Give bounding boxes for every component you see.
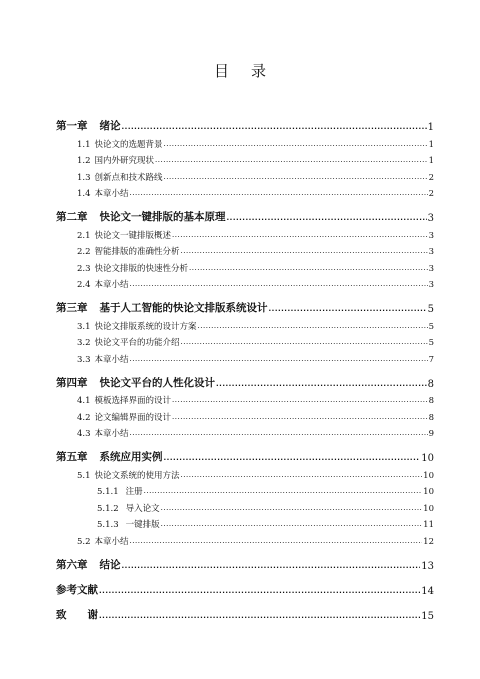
toc-page-number: 1 [428, 139, 434, 150]
toc-page-number: 2 [428, 189, 434, 199]
toc-entry-number: 2.1 [77, 230, 91, 241]
toc-entry-title: 快论文排版系统的设计方案 [94, 321, 197, 332]
toc-page-number: 2 [428, 172, 434, 183]
toc-entry-section[interactable] [56, 150, 434, 167]
toc-page-number: 3 [428, 263, 434, 274]
leader-dots [130, 356, 428, 365]
toc-entry-title: 智能排版的准确性分析 [94, 247, 180, 257]
toc-page-number: 13 [421, 560, 434, 572]
toc-entry-title: 导入论文 [125, 503, 160, 514]
toc-entry-title: 模板选择界面的设计 [94, 396, 172, 406]
toc-entry-chapter[interactable] [56, 550, 434, 572]
toc-entry-title: 参考文献 [56, 583, 98, 596]
toc-entry-number: 1.3 [77, 172, 91, 183]
toc-entry-number: 2.3 [77, 263, 91, 274]
toc-entry-title: 注册 [125, 487, 143, 497]
toc-entry-number: 4.2 [77, 412, 91, 423]
toc-page-number: 10 [423, 487, 434, 497]
toc-entry-number: 第五章 [56, 451, 88, 463]
toc-entry-number: 第二章 [56, 211, 88, 223]
toc-entry-title: 本章小结 [94, 189, 129, 199]
leader-dots [216, 381, 427, 390]
toc-page-number: 8 [428, 412, 434, 423]
toc-page-number: 1 [427, 122, 434, 133]
toc-entry-number: 5.1 [77, 470, 91, 481]
leader-dots [130, 281, 428, 290]
toc-entry-number: 5.1.2 [97, 503, 119, 514]
toc-page-number: 15 [421, 610, 434, 622]
toc-entry-title: 系统应用实例 [99, 451, 163, 463]
leader-dots [181, 248, 428, 257]
toc-entry-number: 1.1 [77, 139, 91, 150]
toc-entry-title: 创新点和技术路线 [94, 172, 163, 183]
toc-entry-title: 本章小结 [94, 429, 129, 439]
toc-page-number: 7 [428, 354, 434, 365]
toc-entry-chapter[interactable] [56, 293, 434, 315]
leader-dots [99, 613, 420, 622]
toc-entry-chapter[interactable] [56, 111, 434, 133]
leader-dots [181, 339, 428, 348]
toc-entry-title: 快论文的选题背景 [94, 139, 163, 150]
toc-page-number: 9 [428, 429, 434, 439]
toc-entry-number: 第一章 [56, 120, 88, 132]
toc-entry-sub[interactable] [56, 481, 434, 498]
toc-entry-chapter[interactable] [56, 202, 434, 224]
toc-entry-sub[interactable] [56, 514, 434, 531]
toc-entry-section[interactable] [56, 390, 434, 407]
leader-dots [122, 563, 421, 572]
toc-entry-section[interactable] [56, 224, 434, 241]
toc-entry-section[interactable] [56, 423, 434, 440]
toc-page-number: 3 [428, 280, 434, 290]
toc-entry-number: 2.2 [77, 247, 91, 257]
toc-page-number: 8 [428, 396, 434, 406]
toc-page-number: 14 [421, 585, 434, 597]
leader-dots [144, 488, 423, 497]
toc-entry-section[interactable] [56, 241, 434, 258]
toc-entry-number: 4.3 [77, 429, 91, 439]
toc-entry-title: 快论文一键排版概述 [94, 230, 172, 241]
toc-entry-title: 快论文平台的功能介绍 [94, 338, 180, 348]
toc-page-number: 5 [428, 338, 434, 348]
toc-page-number: 10 [421, 453, 434, 464]
leader-dots [130, 430, 428, 439]
leader-dots [161, 505, 423, 514]
leader-dots [172, 397, 428, 406]
toc-entry-section[interactable] [56, 406, 434, 423]
leader-dots [181, 472, 423, 481]
table-of-contents [56, 111, 434, 622]
toc-entry-title: 本章小结 [94, 536, 129, 547]
leader-dots [130, 190, 428, 199]
toc-entry-title: 一键排版 [125, 520, 160, 530]
leader-dots [198, 323, 428, 332]
toc-entry-chapter[interactable] [56, 600, 434, 622]
toc-page-number: 12 [423, 536, 434, 547]
leader-dots [164, 174, 428, 183]
title-char-2: 录 [251, 62, 267, 80]
toc-entry-sub[interactable] [56, 497, 434, 514]
toc-entry-section[interactable] [56, 530, 434, 547]
toc-entry-number: 1.2 [77, 156, 91, 166]
toc-entry-number: 5.2 [77, 536, 91, 547]
toc-entry-chapter[interactable] [56, 575, 434, 597]
toc-entry-number: 3.1 [77, 321, 91, 332]
toc-entry-number: 3.3 [77, 354, 91, 365]
toc-entry-number: 1.4 [77, 189, 91, 199]
toc-entry-section[interactable] [56, 133, 434, 150]
toc-entry-title: 致 谢 [56, 608, 98, 621]
toc-entry-title: 国内外研究现状 [94, 156, 155, 166]
leader-dots [172, 414, 428, 423]
toc-entry-section[interactable] [56, 464, 434, 481]
toc-entry-chapter[interactable] [56, 368, 434, 390]
toc-entry-number: 第三章 [56, 302, 88, 314]
toc-entry-title: 本章小结 [94, 354, 129, 365]
toc-page-number: 1 [428, 156, 434, 166]
leader-dots [269, 306, 427, 315]
toc-entry-section[interactable] [56, 348, 434, 365]
title-char-1: 目 [213, 62, 229, 80]
toc-page-number: 5 [428, 321, 434, 332]
toc-page-number: 3 [427, 213, 434, 224]
leader-dots [172, 232, 428, 241]
toc-entry-section[interactable] [56, 274, 434, 291]
page-title [0, 60, 480, 81]
leader-dots [122, 124, 427, 133]
toc-entry-number: 4.1 [77, 396, 91, 406]
toc-entry-section[interactable] [56, 166, 434, 183]
toc-page-number: 5 [427, 304, 434, 315]
toc-entry-section[interactable] [56, 257, 434, 274]
toc-page-number: 11 [423, 520, 434, 530]
leader-dots [99, 588, 420, 597]
toc-entry-title: 快论文平台的人性化设计 [99, 376, 215, 389]
leader-dots [164, 455, 421, 464]
toc-entry-number: 2.4 [77, 280, 91, 290]
leader-dots [227, 215, 427, 224]
toc-entry-title: 结论 [99, 558, 121, 571]
toc-page-number: 3 [428, 247, 434, 257]
toc-entry-section[interactable] [56, 332, 434, 349]
toc-entry-title: 快论文排版的快速性分析 [94, 263, 189, 274]
toc-entry-chapter[interactable] [56, 442, 434, 464]
toc-page-number: 10 [423, 503, 434, 514]
toc-entry-number: 第四章 [56, 376, 88, 389]
toc-entry-number: 5.1.1 [97, 487, 119, 497]
toc-page-number: 8 [427, 378, 434, 390]
toc-page-number: 10 [423, 470, 434, 481]
toc-entry-section[interactable] [56, 315, 434, 332]
leader-dots [164, 141, 428, 150]
toc-entry-title: 基于人工智能的快论文排版系统设计 [99, 302, 268, 314]
toc-entry-number: 5.1.3 [97, 520, 119, 530]
toc-entry-title: 绪论 [99, 120, 121, 132]
leader-dots [161, 521, 423, 530]
toc-entry-title: 快论文系统的使用方法 [94, 470, 180, 481]
toc-entry-title: 快论文一键排版的基本原理 [99, 211, 226, 223]
leader-dots [189, 265, 428, 274]
toc-entry-number: 第六章 [56, 558, 88, 571]
toc-entry-title: 本章小结 [94, 280, 129, 290]
toc-entry-number: 3.2 [77, 338, 91, 348]
toc-page-number: 3 [428, 230, 434, 241]
leader-dots [155, 157, 428, 166]
toc-entry-section[interactable] [56, 183, 434, 200]
toc-entry-title: 论文编辑界面的设计 [94, 412, 172, 423]
leader-dots [130, 538, 423, 547]
